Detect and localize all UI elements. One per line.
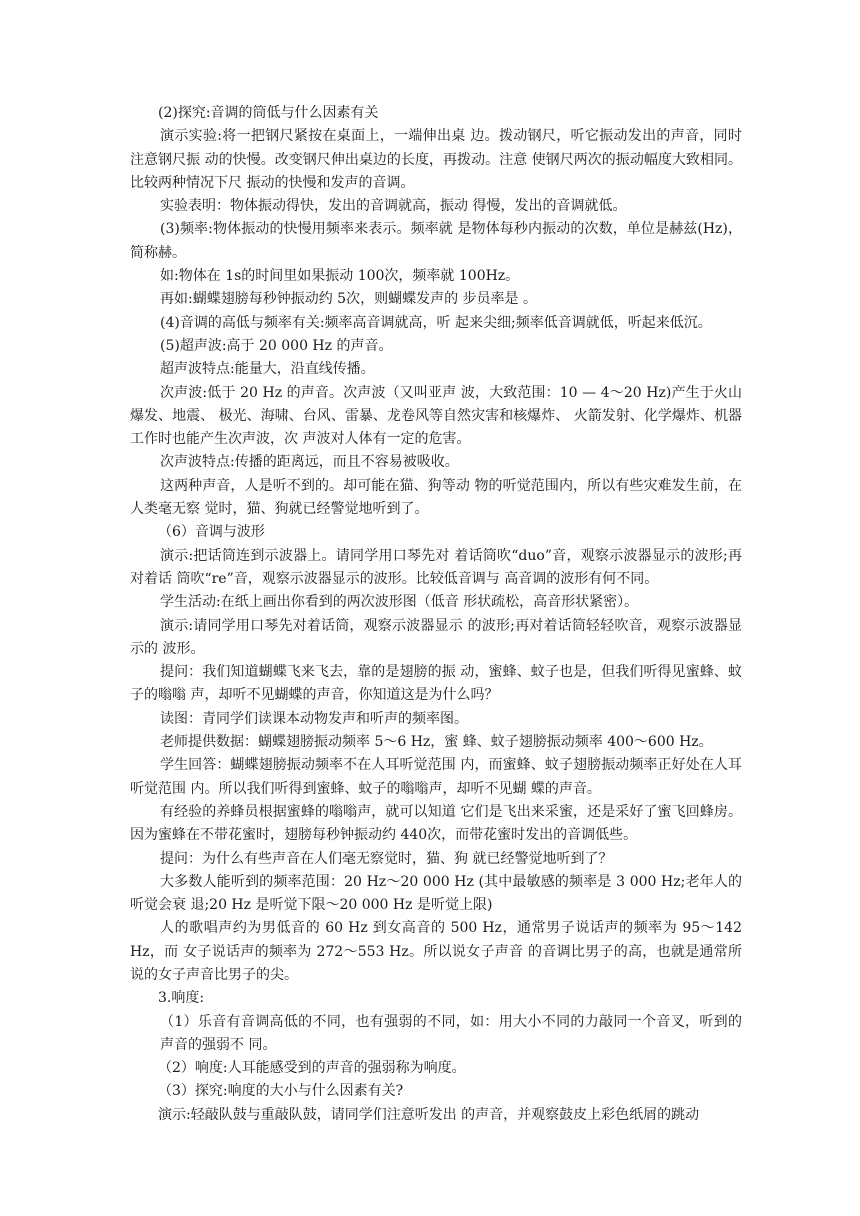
document-body — [130, 102, 742, 1127]
paragraph-cat-dog-question: 提问：为什么有些声音在人们毫无察觉时，猫、狗 就已经警觉地听到了？ — [160, 850, 613, 867]
paragraph-frequency-example-2: 再如:蝴蝶翅膀每秒钟振动约 5次，则蝴蝶发声的 步员率是 。 — [160, 291, 537, 308]
paragraph-loudness-heading: 3.响度: — [158, 990, 205, 1007]
paragraph-oscilloscope-demo: 演示:把话筒连到示波器上。请同学用口琴先对 着话筒吹“duo”音，观察示波器显示的波形;再对着话 筒吹“re”音，观察示波器显示的波形。比较低音调与 高音调的波形有何不同。 — [130, 547, 742, 587]
paragraph-human-hearing-range: 大多数人能听到的频率范围：20 Hz～20 000 Hz (其中最敏感的频率是 3 000 Hz;老年人的听觉会衰 退;20 Hz 是听觉下限～20 000 Hz 是听觉上限) — [130, 873, 742, 914]
paragraph-harmonica-demo: 演示:请同学用口琴先对着话筒，观察示波器显示 的波形;再对着话筒轻轻吹音，观察示波器显示的 波形。 — [130, 617, 742, 657]
paragraph-butterfly-question: 提问：我们知道蝴蝶飞来飞去，靠的是翅膀的振 动，蜜蜂、蚊子也是，但我们听得见蜜蜂、蚊子的嗡嗡 声，却听不见蝴蝶的声音，你知道这是为什么吗？ — [130, 664, 742, 704]
paragraph-pitch-waveform-heading: （6）音调与波形 — [158, 524, 265, 541]
paragraph-infrasound-definition: 次声波:低于 20 Hz 的声音。次声波（又叫亚声 波，大致范围：10 — 4～20 Hz)产生于火山爆发、地震、 极光、海啸、台风、雷暴、龙卷风等自然灾害和核爆炸、 火箭发射、化学爆炸、机器工作时也能产生次声波，次 声波对人体有一定的危害。 — [130, 384, 742, 448]
paragraph-pitch-frequency-relation: (4)音调的高低与频率有关:频率高音调就高，听 起来尖细;频率低音调就低，听起来低沉。 — [160, 314, 712, 331]
paragraph-animal-hearing: 这两种声音，人是听不到的。却可能在猫、狗等动 物的听觉范围内，所以有些灾难发生前，在人类毫无察 觉时，猫、狗就已经警觉地听到了。 — [130, 477, 742, 518]
paragraph-ultrasound-features: 超声波特点:能量大，沿直线传播。 — [160, 361, 375, 378]
paragraph-student-answer: 学生回答：蝴蝶翅膀振动频率不在人耳听觉范围 内，而蜜蜂、蚊子翅膀振动频率正好处在人耳听觉范围 内。所以我们听得到蜜蜂、蚊子的嗡嗡声，却听不见蝴 蝶的声音。 — [130, 757, 742, 797]
paragraph-voice-frequency: 人的歌唱声约为男低音的 60 Hz 到女高音的 500 Hz，通常男子说话声的频率为 95～142 Hz，而 女子说话声的频率为 272～553 Hz。所以说女子声音 的音调比男子的高，也就是通常所说的女子声音比男子的尖。 — [130, 920, 742, 983]
paragraph-loudness-3: （3）探究:响度的大小与什么因素有关? — [158, 1083, 404, 1100]
paragraph-frequency-example-1: 如:物体在 1s的时间里如果振动 100次，频率就 100Hz。 — [160, 268, 520, 285]
paragraph-loudness-2: （2）响度:人耳能感受到的声音的强弱称为响度。 — [158, 1060, 466, 1077]
paragraph-ultrasound-definition: (5)超声波:高于 20 000 Hz 的声音。 — [160, 337, 393, 354]
paragraph-loudness-1: （1）乐音有音调高低的不同，也有强弱的不同，如：用大小不同的力敲同一个音叉，听到的声音的强弱不 同。 — [160, 1013, 742, 1053]
paragraph-pitch-inquiry-heading: (2)探究:音调的筒低与什么因素有关 — [158, 105, 379, 121]
paragraph-drum-demo: 演示:轻敲队鼓与重敲队鼓，请同学们注意听发出 的声音，并观察鼓皮上彩色纸屑的跳动 — [158, 1106, 700, 1123]
paragraph-ruler-demo: 演示实验:将一把钢尺紧按在桌面上，一端伸出桌 边。拨动钢尺，听它振动发出的声音，同时注意钢尺振 动的快慢。改变钢尺伸出桌边的长度，再拨动。注意 使钢尺两次的振动幅度大致相同。比较两种情况下尺 振动的快慢和发声的音调。 — [130, 128, 742, 191]
paragraph-frequency-definition: (3)频率:物体振动的快慢用频率来表示。频率就 是物体每秒内振动的次数，单位是赫兹(Hz)，简称赫。 — [130, 221, 742, 261]
paragraph-teacher-data: 老师提供数据：蝴蝶翅膀振动频率 5～6 Hz，蜜 蜂、蚊子翅膀振动频率 400～600 Hz。 — [160, 734, 713, 751]
paragraph-infrasound-features: 次声波特点:传播的距离远，而且不容易被吸收。 — [160, 454, 459, 471]
paragraph-read-figure: 读图：青同学们读课本动物发声和听声的频率图。 — [160, 710, 468, 727]
paragraph-student-activity: 学生活动:在纸上画出你看到的两次波形图（低音 形状疏松，高音形状紧密）。 — [160, 594, 639, 611]
paragraph-experiment-result: 实验表明：物体振动得快，发出的音调就高，振动 得慢，发出的音调就低。 — [160, 198, 627, 215]
paragraph-beekeeper: 有经验的养蜂员根据蜜蜂的嗡嗡声，就可以知道 它们是飞出来采蜜，还是采好了蜜飞回蜂房。因为蜜蜂在不带花蜜时，翅膀每秒钟振动约 440次，而带花蜜时发出的音调低些。 — [130, 803, 742, 844]
